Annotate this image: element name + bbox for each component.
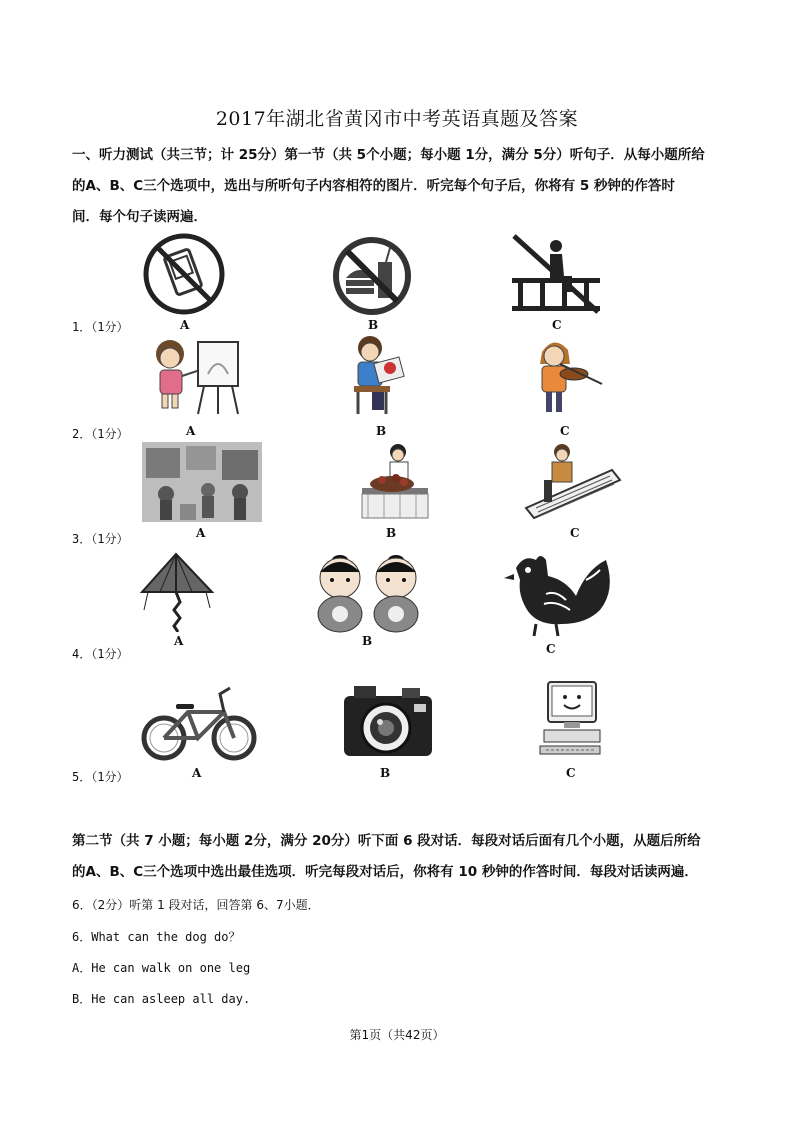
page-footer: 第1页（共42页） <box>349 1028 445 1042</box>
option-label: C <box>546 642 556 656</box>
computer-icon <box>538 680 608 766</box>
question-6-option-b: B．He can asleep all day. <box>72 992 251 1006</box>
dolls-icon <box>312 552 424 634</box>
question-6-text: 6．What can the dog do？ <box>72 930 241 944</box>
option-label: B <box>386 526 397 540</box>
rooster-papercut-icon <box>496 550 618 638</box>
option-label: A <box>196 526 206 540</box>
option-label: A <box>180 318 190 332</box>
girl-painting-icon <box>148 334 244 416</box>
option-label: B <box>380 766 391 780</box>
option-label: C <box>560 424 570 438</box>
section1-instructions <box>72 140 732 233</box>
option-label: A <box>174 634 184 648</box>
question-label: 3．（1分） <box>72 532 129 546</box>
option-label: B <box>376 424 387 438</box>
page-title: 2017年湖北省黄冈市中考英语真题及答案 <box>215 108 579 130</box>
boy-reading-icon <box>350 334 414 416</box>
question-label: 5．（1分） <box>72 770 129 784</box>
option-label: B <box>368 318 379 332</box>
no-food-drink-sign-icon <box>332 236 412 316</box>
no-phone-sign-icon <box>140 232 228 316</box>
section1-line: 间．每个句子读两遍． <box>72 209 207 225</box>
question-6-option-a: A．He can walk on one leg <box>72 961 251 975</box>
section2-instructions <box>72 826 732 888</box>
bicycle-icon <box>140 682 258 764</box>
section1-line: 一、听力测试（共三节；计 25分）第一节（共 5个小题；每小题 1分，满分 5分）听句子．从每小题所给 <box>72 147 705 163</box>
option-label: C <box>570 526 580 540</box>
no-sitting-on-railing-icon <box>510 232 602 316</box>
option-label: A <box>192 766 202 780</box>
girl-violin-icon <box>530 334 606 418</box>
option-label: C <box>552 318 562 332</box>
camera-icon <box>340 678 436 764</box>
question-label: 4．（1分） <box>72 647 129 661</box>
option-label: A <box>186 424 196 438</box>
question-label: 2．（1分） <box>72 427 129 441</box>
section2-line: 第二节（共 7 小题；每小题 2分，满分 20分）听下面 6 段对话．每段对话后面有几个小题，从题后所给 <box>72 833 701 849</box>
kite-icon <box>140 552 216 632</box>
section2-line: 的A、B、C三个选项中选出最佳选项．听完每段对话后，你将有 10 秒钟的作答时间．每段对话读两遍． <box>72 864 698 880</box>
option-label: B <box>362 634 373 648</box>
question-6-intro: 6．（2分）听第 1 段对话，回答第 6、7小题． <box>72 898 320 912</box>
boy-cooking-icon <box>358 442 430 524</box>
section1-line: 的A、B、C三个选项中，选出与所听句子内容相符的图片．听完每个句子后，你将有 5 秒钟的作答时 <box>72 178 675 194</box>
option-label: C <box>566 766 576 780</box>
man-playing-zither-icon <box>522 440 622 524</box>
street-scene-icon <box>142 442 262 522</box>
question-label: 1．（1分） <box>72 320 129 334</box>
